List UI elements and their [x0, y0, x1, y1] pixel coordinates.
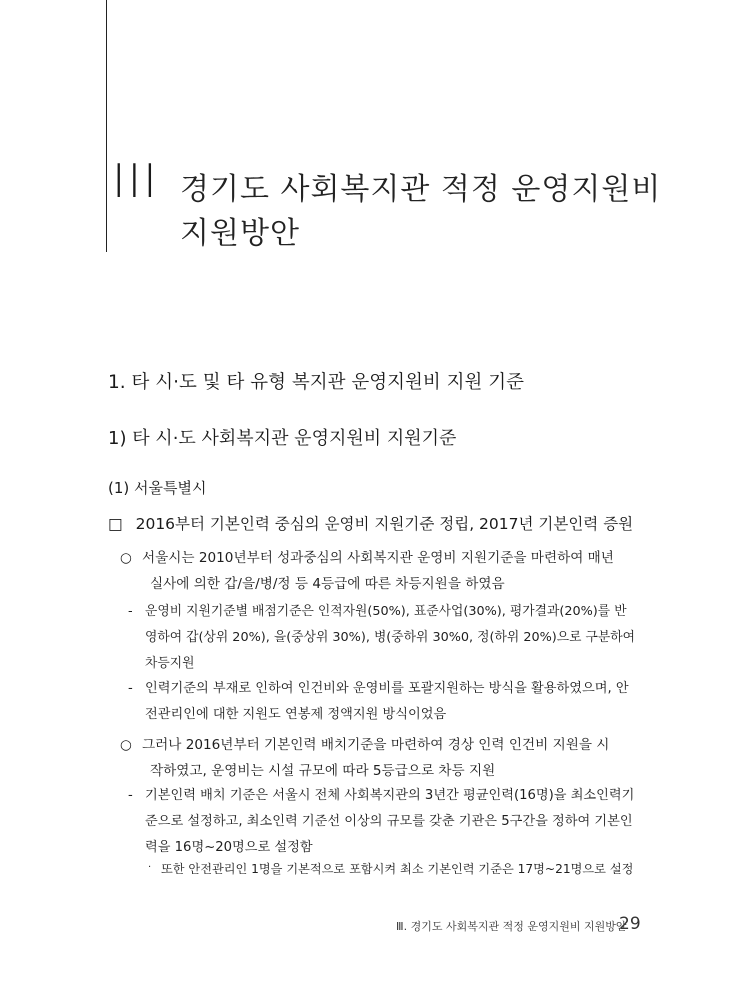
chapter-vertical-rule — [106, 0, 107, 252]
circle-bullet-2 — [120, 732, 609, 784]
dash-line: 영하여 갑(상위 20%), 을(중상위 30%), 병(중하위 30%0, 정(하위 20%)으로 구분하여 — [145, 630, 635, 645]
bullet-line: 작하였고, 운영비는 시설 규모에 따라 5등급으로 차등 지원 — [150, 763, 496, 779]
dash-item-1-2 — [128, 676, 629, 728]
dash-item-1-1 — [128, 599, 635, 677]
chapter-title-line-1: 경기도 사회복지관 적정 운영지원비 — [180, 172, 662, 207]
bullet-line: 그러나 2016년부터 기본인력 배치기준을 마련하여 경상 인력 인건비 지원을 시 — [142, 737, 610, 753]
dot-marker: · — [148, 862, 152, 873]
chapter-number: III — [112, 154, 159, 208]
circle-bullet-1 — [120, 545, 614, 597]
subsection-heading: 1) 타 시·도 사회복지관 운영지원비 지원기준 — [108, 428, 457, 449]
running-footer-title: Ⅲ. 경기도 사회복지관 적정 운영지원비 지원방안 — [396, 920, 627, 933]
dash-line: 인력기준의 부재로 인하여 인건비와 운영비를 포괄지원하는 방식을 활용하였으며, 안 — [145, 681, 629, 696]
bullet-line: 서울시는 2010년부터 성과중심의 사회복지관 운영비 지원기준을 마련하여 매년 — [142, 550, 614, 566]
square-bullet-item — [108, 512, 633, 534]
dash-marker: - — [128, 604, 133, 619]
page-number: 29 — [619, 914, 641, 934]
circle-marker: ○ — [120, 550, 132, 566]
bullet-line: 실사에 의한 갑/을/병/정 등 4등급에 따른 차등지원을 하였음 — [150, 576, 505, 592]
dash-line: 차등지원 — [145, 656, 195, 671]
dash-item-2-1 — [128, 783, 634, 861]
circle-marker: ○ — [120, 737, 132, 753]
dash-line: 기본인력 배치 기준은 서울시 전체 사회복지관의 3년간 평균인력(16명)을 최소인력기 — [145, 788, 635, 803]
dash-marker: - — [128, 681, 133, 696]
dash-line: 전관리인에 대한 지원도 연봉제 정액지원 방식이었음 — [145, 707, 447, 722]
dash-line: 준으로 설정하고, 최소인력 기준선 이상의 규모를 갖춘 기관은 5구간을 정하여 기본인 — [145, 814, 633, 829]
dot-item — [148, 856, 633, 882]
dot-item-text: 또한 안전관리인 1명을 기본적으로 포함시켜 최소 기본인력 기준은 17명~21명으로 설정 — [161, 862, 634, 876]
dash-line: 운영비 지원기준별 배점기준은 인적자원(50%), 표준사업(30%), 평가결과(20%)를 반 — [145, 604, 627, 619]
dash-marker: - — [128, 788, 133, 803]
dash-line: 력을 16명~20명으로 설정함 — [145, 840, 313, 855]
chapter-title-line-2: 지원방안 — [180, 216, 300, 251]
chapter-title — [180, 168, 661, 256]
subsubsection-heading: (1) 서울특별시 — [108, 479, 207, 497]
square-marker: □ — [108, 515, 123, 533]
square-bullet-text: 2016부터 기본인력 중심의 운영비 지원기준 정립, 2017년 기본인력 증원 — [135, 515, 634, 533]
section-heading: 1. 타 시·도 및 타 유형 복지관 운영지원비 지원 기준 — [108, 372, 525, 393]
